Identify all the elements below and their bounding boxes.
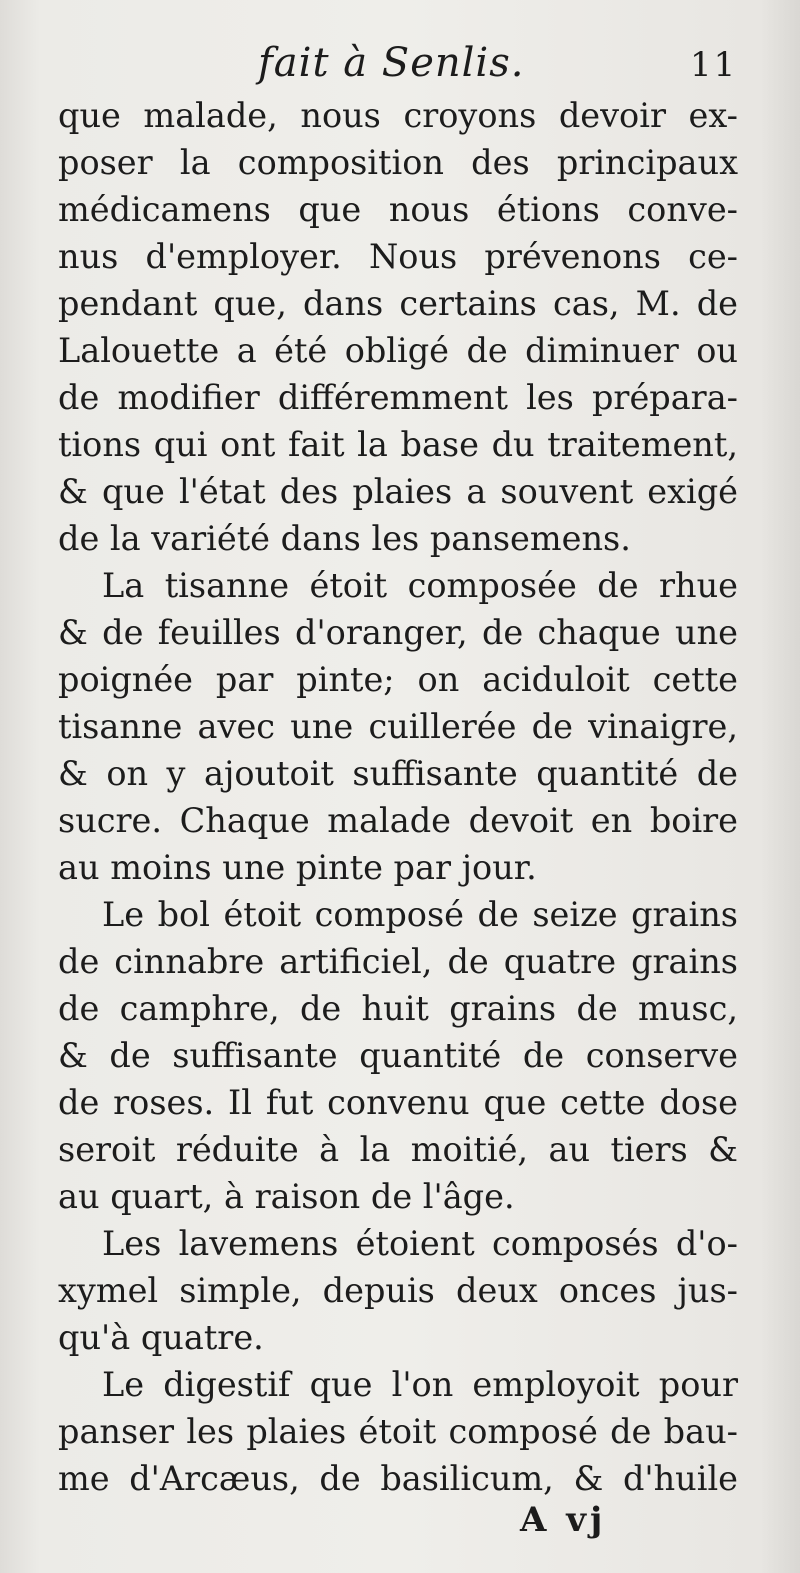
text-line: médicamens que nous étions conve- — [58, 190, 738, 229]
text-line: que malade, nous croyons devoir ex- — [58, 96, 738, 135]
text-line: de roses. Il fut convenu que cette dose — [58, 1083, 738, 1122]
signature-mark: A vj — [520, 1500, 607, 1540]
page-number: 11 — [690, 45, 738, 85]
text-line: & on y ajoutoit suffisante quantité de — [58, 754, 738, 793]
text-line: & que l'état des plaies a souvent exigé — [58, 472, 738, 511]
text-line: poser la composition des principaux — [58, 143, 738, 182]
text-line: panser les plaies étoit composé de bau- — [58, 1412, 738, 1451]
text-line: xymel simple, depuis deux onces jus- — [58, 1271, 738, 1310]
text-line: poignée par pinte; on aciduloit cette — [58, 660, 738, 699]
page-header — [0, 38, 800, 88]
paragraph-start-line: La tisanne étoit composée de rhue — [102, 566, 738, 605]
text-line: nus d'employer. Nous prévenons ce- — [58, 237, 738, 276]
text-line: de la variété dans les pansemens. — [58, 519, 631, 558]
text-line: sucre. Chaque malade devoit en boire — [58, 801, 738, 840]
text-line: & de suffisante quantité de conserve — [58, 1036, 738, 1075]
text-line: au moins une pinte par jour. — [58, 848, 537, 887]
text-line: au quart, à raison de l'âge. — [58, 1177, 515, 1216]
text-line: de camphre, de huit grains de musc, — [58, 989, 738, 1028]
text-line: qu'à quatre. — [58, 1318, 264, 1357]
text-line: & de feuilles d'oranger, de chaque une — [58, 613, 738, 652]
text-line: seroit réduite à la moitié, au tiers & — [58, 1130, 738, 1169]
paragraph-start-line: Les lavemens étoient composés d'o- — [102, 1224, 738, 1263]
running-head: fait à Senlis. — [258, 40, 525, 86]
text-line: tions qui ont fait la base du traitement, — [58, 425, 738, 464]
text-line: me d'Arcæus, de basilicum, & d'huile — [58, 1459, 738, 1498]
body-text — [58, 92, 738, 1502]
text-line: de cinnabre artificiel, de quatre grains — [58, 942, 738, 981]
text-line: pendant que, dans certains cas, M. de — [58, 284, 738, 323]
paragraph-start-line: Le bol étoit composé de seize grains — [102, 895, 738, 934]
text-line: Lalouette a été obligé de diminuer ou — [58, 331, 738, 370]
paragraph-start-line: Le digestif que l'on employoit pour — [102, 1365, 738, 1404]
text-line: tisanne avec une cuillerée de vinaigre, — [58, 707, 738, 746]
text-line: de modifier différemment les prépara- — [58, 378, 738, 417]
